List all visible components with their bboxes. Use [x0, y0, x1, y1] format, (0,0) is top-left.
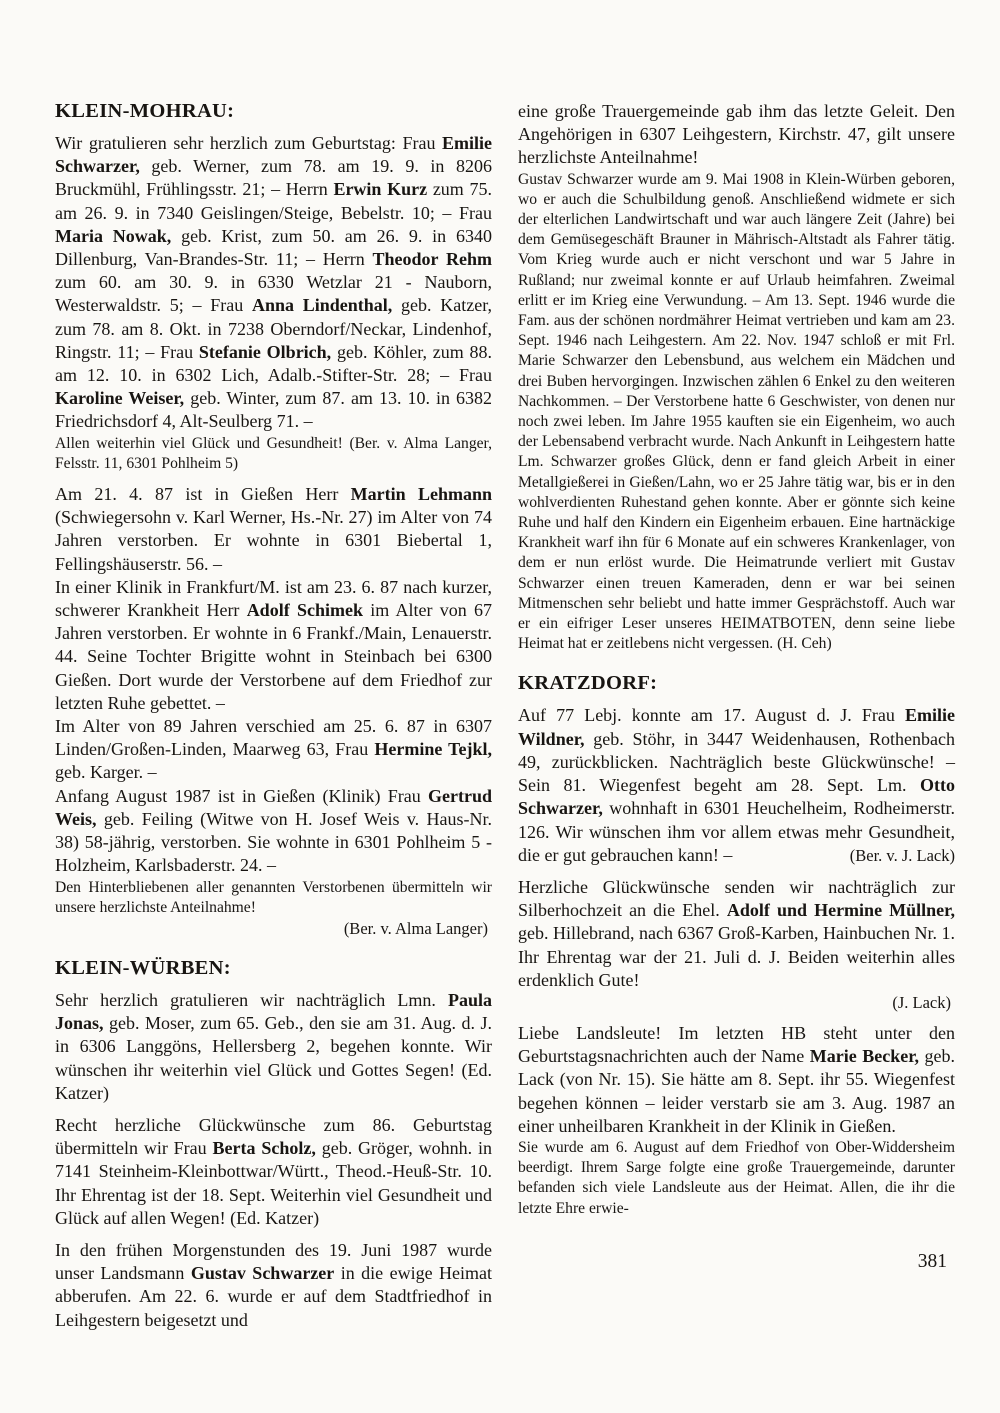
condolence-attribution: (Ber. v. Alma Langer) [343, 918, 488, 938]
obituary-weis-paragraph: Anfang August 1987 ist in Gießen (Klinik) Frau Gertrud Weis, geb. Feiling (Witwe von H. Josef Weis v. Haus-Nr. 38) 58-jährig, verstorben. Sie wohnte in 6301 Pohlheim 5 - Holzheim, Karlsbaderstr. 24. – [55, 785, 492, 876]
obituary-schwarzer-biography: Gustav Schwarzer wurde am 9. Mai 1908 in Klein-Würben geboren, wo er auch die Schulbildung genoß. Anschließend widmete er sich der elterlichen Landwirtschaft und war auch längere Zeit (Jahre) bei dem Gemüsegeschäft Brauner in Mährisch-Altstadt als Fahrer tätig. Vom Krieg wurde auch er nicht verschont und war 5 Jahre in Rußland; nur zweimal konnte er auf Urlaub heimfahren. Zweimal erlitt er im Krieg eine Verwundung. – Am 13. Sept. 1946 wurde die Fam. aus der schönen nordmährer Heimat vertrieben und kam am 23. Sept. 1946 nach Leihgestern. Am 22. Nov. 1947 schloß er mit Frl. Marie Schwarzer den Lebensbund, aus welchem ein Mädchen und drei Buben hervorgingen. Inzwischen zählen 6 Enkel zu den weiteren Nachkommen. – Der Verstorbene hatte 6 Geschwister, von denen nur noch zwei leben. Im Jahre 1955 kauften sie ein Eigenheim, wo auch der Lebensabend verbracht wurde. Nach Ankunft in Leihgestern hatte Lm. Schwarzer großes Glück, denn er fand gleich Arbeit in einer Metallgießerei in Gießen/Lahn, wo er 25 Jahre tätig war, bis er in den wohlverdienten Ruhestand gehen konnte. Aber er gönnte sich keine Ruhe und half den Kindern ein Eigenheim erbauen. Eine hartnäckige Krankheit warf ihn für 6 Monate auf ein schweres Krankenlager, von dem er nun erlöst wurde. Die Heimatrunde verliert mit Gustav Schwarzer einen treuen Kameraden, denn er war bei seinen Mitmenschen sehr beliebt und hatte immer Gesprächstoff. Auch war er ein eifriger Leser unseres HEIMATBOTEN, denn seine liebe Heimat hat er zeitlebens nicht vergessen. (H. Ceh) [518, 170, 955, 653]
condolence-note: Den Hinterbliebenen aller genannten Verstorbenen übermitteln wir unsere herzlichste Anteilnahme! [55, 878, 492, 916]
birthday-scholz-paragraph: Recht herzliche Glückwünsche zum 86. Geburtstag übermitteln wir Frau Berta Scholz, geb. Gröger, wohnh. in 7141 Steinheim-Kleinbottwar/Württ., Theod.-Heuß-Str. 10. Ihr Ehrentag ist der 18. Sept. Weiterhin viel Gesundheit und Glück auf allen Wegen! (Ed. Katzer) [55, 1114, 493, 1228]
silver-wedding-attribution: (J. Lack) [892, 992, 951, 1012]
section-heading-klein-wuerben: KLEIN-WÜRBEN: [55, 956, 231, 979]
obituary-schwarzer-paragraph-part2: eine große Trauergemeinde gab ihm das letzte Geleit. Den Angehörigen in 6307 Leihgestern, Kirchstr. 47, gilt unsere herzlichste Anteilnahme! [518, 101, 955, 168]
birthday-jonas-paragraph: Sehr herzlich gratulieren wir nachträglich Lmn. Paula Jonas, geb. Moser, zum 65. Geb., den sie am 31. Aug. d. J. in 6306 Langgöns, Hellersberg 2, begehen konnte. Wir wünschen ihr weiterhin viel Glück und Gottes Segen! (Ed. Katzer) [55, 989, 492, 1103]
section-heading-klein-mohrau: KLEIN-MOHRAU: [55, 100, 235, 122]
kratzdorf-birthday-text: Auf 77 Lebj. konnte am 17. August d. J. Frau Emilie Wildner, geb. Stöhr, in 3447 Weidenhausen, Rothenbach 49, zurückblicken. Nachträglich beste Glückwünsche! – Sein 81. Wiegenfest begeht am 28. Sept. Lm. Otto Schwarzer, wohnhaft in 6301 Heuchelheim, Rodheimerstr. 126. Wir wünschen ihm vor allem etwas mehr Gesundheit, die er gut gebrauchen kann! – [518, 705, 955, 865]
two-column-layout [55, 100, 1000, 1332]
silver-wedding-paragraph: Herzliche Glückwünsche senden wir nachträglich zur Silberhochzeit an die Ehel. Adolf und Hermine Müllner, geb. Hillebrand, nach 6367 Groß-Karben, Hainbuchen Nr. 1. Ihr Ehrentag war der 21. Juli d. J. Beiden weiterhin alles erdenklich Gute! [518, 876, 955, 990]
left-column [55, 100, 492, 1332]
kratzdorf-birthday-attribution: (Ber. v. J. Lack) [849, 845, 955, 865]
obituary-becker-funeral-note: Sie wurde am 6. August auf dem Friedhof von Ober-Widdersheim beerdigt. Ihrem Sarge folgte eine große Trauergemeinde, darunter befanden sich viele Landsleute aus der Heimat. Allen, die ihr die letzte Ehre erwie- [518, 1138, 955, 1217]
klein-mohrau-birthday-wishes: Allen weiterhin viel Glück und Gesundheit! (Ber. v. Alma Langer, Felsstr. 11, 6301 Pohlheim 5) [55, 434, 492, 472]
obituary-becker-paragraph: Liebe Landsleute! Im letzten HB steht unter den Geburtstagsnachrichten auch der Name Marie Becker, geb. Lack (von Nr. 15). Sie hätte am 8. Sept. ihr 55. Wiegenfest begehen können – leider verstarb sie am 3. Aug. 1987 an einer unheilbaren Krankheit in der Klinik in Gießen. [518, 1022, 955, 1136]
obituary-tejkl-paragraph: Im Alter von 89 Jahren verschied am 25. 6. 87 in 6307 Linden/Großen-Linden, Maarweg 63, Frau Hermine Tejkl, geb. Karger. – [55, 716, 492, 783]
obituary-schwarzer-paragraph-part1: In den frühen Morgenstunden des 19. Juni 1987 wurde unser Landsmann Gustav Schwarzer in die ewige Heimat abberufen. Am 22. 6. wurde er auf dem Stadtfriedhof in Leihgestern beigesetzt und [55, 1239, 492, 1330]
klein-mohrau-birthday-paragraph: Wir gratulieren sehr herzlich zum Geburtstag: Frau Emilie Schwarzer, geb. Werner, zum 78. am 19. 9. in 8206 Bruckmühl, Frühlingsstr. 21; – Herrn Erwin Kurz zum 75. am 26. 9. in 7340 Geislingen/Steige, Bebelstr. 10; – Frau Maria Nowak, geb. Krist, zum 50. am 26. 9. in 6340 Dillenburg, Van-Brandes-Str. 11; – Herrn Theodor Rehm zum 60. am 30. 9. in 6330 Wetzlar 21 - Nauborn, Westerwaldstr. 5; – Frau Anna Lindenthal, geb. Katzer, zum 78. am 8. Okt. in 7238 Oberndorf/Neckar, Lindenhof, Ringstr. 11; – Frau Stefanie Olbrich, geb. Köhler, zum 88. am 12. 10. in 6302 Lich, Adalb.-Stifter-Str. 28; – Frau Karoline Weiser, geb. Winter, zum 87. am 13. 10. in 6382 Friedrichsdorf 4, Alt-Seulberg 71. – [55, 133, 492, 432]
right-column [518, 100, 955, 1332]
kratzdorf-birthday-paragraph [518, 704, 955, 866]
obituary-lehmann-paragraph: Am 21. 4. 87 ist in Gießen Herr Martin Lehmann (Schwiegersohn v. Karl Werner, Hs.-Nr. 27) im Alter von 74 Jahren verstorben. Er wohnte in 6301 Biebertal 1, Fellingshäuserstr. 56. – [55, 484, 492, 574]
page-number: 381 [917, 1250, 947, 1272]
section-heading-kratzdorf: KRATZDORF: [518, 672, 658, 695]
obituary-schimek-paragraph: In einer Klinik in Frankfurt/M. ist am 23. 6. 87 nach kurzer, schwerer Krankheit Herr Adolf Schimek im Alter von 67 Jahren verstorben. Er wohnte in 6 Frankf./Main, Lenauerstr. 44. Seine Tochter Brigitte wohnt in Steinbach bei 6300 Gießen. Dort wurde der Verstorbene auf dem Friedhof zur letzten Ruhe gebettet. – [55, 576, 492, 713]
